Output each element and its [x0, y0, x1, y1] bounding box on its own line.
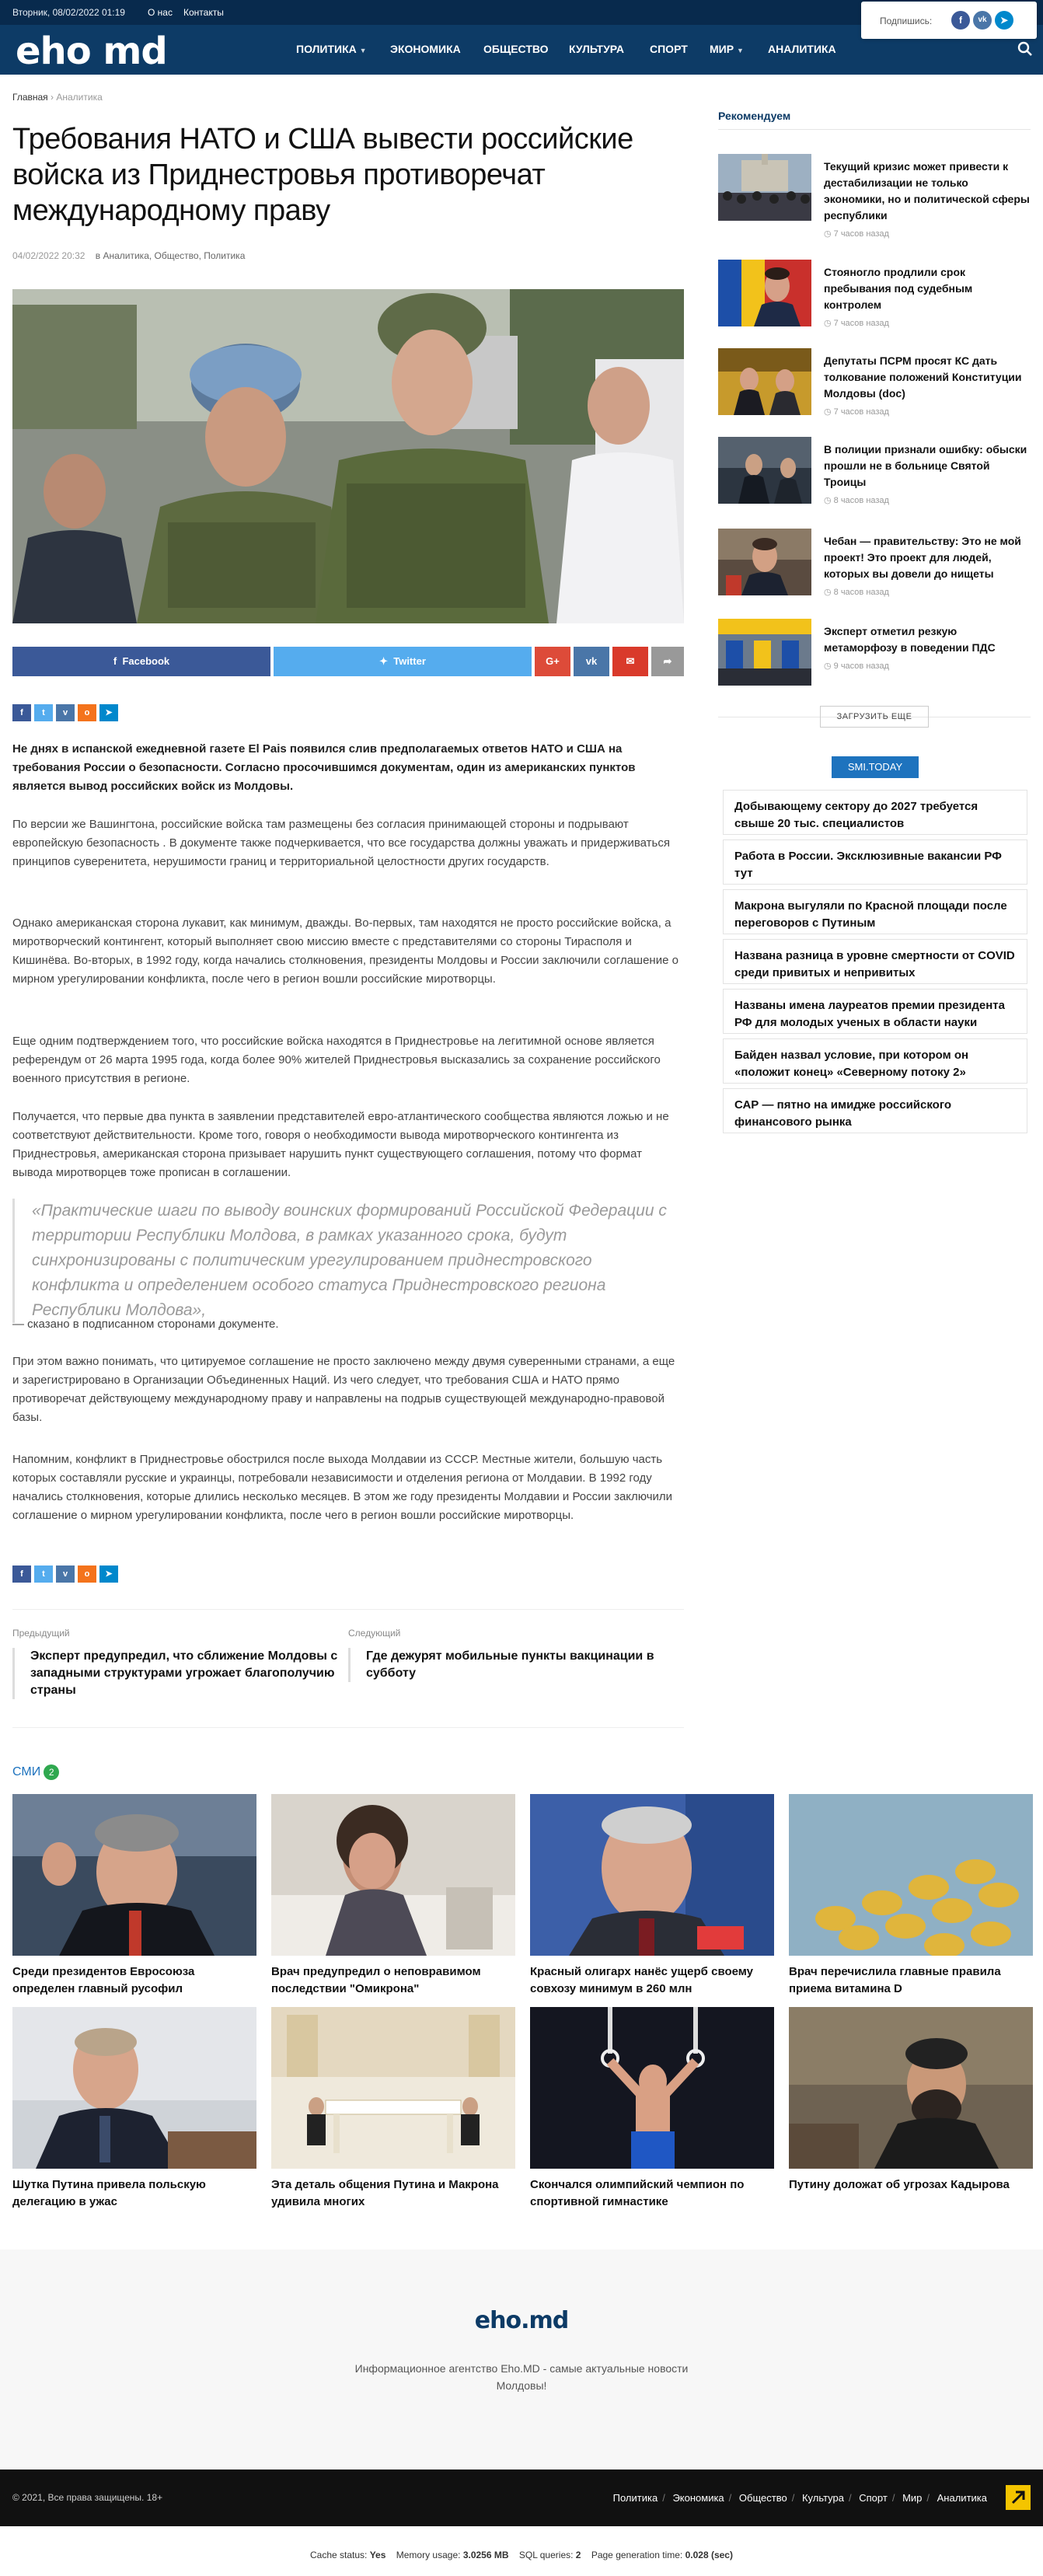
- sidebar-thumb: [718, 348, 811, 415]
- smi-list-item[interactable]: Названы имена лауреатов премии президента РФ для молодых ученых в области науки: [723, 989, 1027, 1034]
- share-vk-button[interactable]: vk: [574, 647, 609, 676]
- article-date: 04/02/2022 20:32: [12, 250, 85, 261]
- nav-society[interactable]: ОБЩЕСТВО: [483, 43, 549, 55]
- smi-card-image: [271, 1794, 515, 1956]
- article-quote: «Практические шаги по выводу воинских формирований Российской Федерации с территории Республики Молдова, в рамках указанного срока, будут синхронизированы с политическим урегулированием приднестровского конфликта и определением особого статуса Приднестровского региона Республики Молдова»,: [12, 1199, 684, 1323]
- subscribe-label: Подпишись:: [880, 16, 933, 26]
- sidebar-thumb: [718, 437, 811, 504]
- nav-economy[interactable]: ЭКОНОМИКА: [390, 43, 461, 55]
- share-twitter-button[interactable]: ✦ Twitter: [274, 647, 532, 676]
- chevron-down-icon: ▼: [736, 47, 744, 54]
- facebook-icon: f: [113, 655, 117, 667]
- article-hero-image: [12, 289, 684, 623]
- article-paragraph: Еще одним подтверждением того, что российские войска находятся в Приднестровье на легитимной основе является референдум от 26 марта 1995 года, когда более 90% жителей Приднестровья высказались за сохранение российского военного присутствия в регионе.: [12, 1035, 661, 1085]
- mini-facebook-icon[interactable]: f: [12, 1565, 31, 1583]
- sidebar-item-title: Стояногло продлили срок пребывания под судебным контролем: [824, 266, 973, 311]
- arrow-up-right-icon: [1006, 2485, 1031, 2510]
- footer-description: Информационное агентство Eho.MD - самые актуальные новости Молдовы!: [354, 2362, 689, 2392]
- footer-nav-economy[interactable]: Экономика: [672, 2492, 724, 2504]
- sidebar-item-title: Эксперт отметил резкую метаморфозу в поведении ПДС: [824, 625, 996, 654]
- sidebar-item-title: В полиции признали ошибку: обыски прошли не в больнице Святой Троицы: [824, 443, 1027, 488]
- scroll-top-button[interactable]: [1006, 2485, 1031, 2510]
- sidebar-thumb: [718, 619, 811, 686]
- sidebar-item-time: ◷ 7 часов назад: [824, 229, 889, 239]
- share-mail-button[interactable]: ✉: [612, 647, 648, 676]
- prev-post-link[interactable]: Эксперт предупредил, что сближение Молдовы с западными структурами угрожает благополучию страны: [12, 1648, 339, 1699]
- footer-nav-society[interactable]: Общество: [738, 2492, 787, 2504]
- smi-count-badge: 2: [44, 1764, 59, 1780]
- smi-today-tag[interactable]: SMI.TODAY: [832, 756, 919, 778]
- footer-nav: Политика / Экономика / Общество / Культура / Спорт / Мир / Аналитика: [612, 2492, 987, 2504]
- divider: [12, 1727, 684, 1728]
- smi-list-item[interactable]: Названа разница в уровне смертности от COVID среди привитых и непривитых: [723, 939, 1027, 984]
- sidebar-item-time: ◷ 8 часов назад: [824, 588, 889, 597]
- divider: [12, 1609, 684, 1610]
- share-more-button[interactable]: ➦: [651, 647, 684, 676]
- smi-card-image: [12, 1794, 256, 1956]
- nav-world[interactable]: МИР ▼: [710, 43, 744, 55]
- nav-culture[interactable]: КУЛЬТУРА: [569, 43, 625, 55]
- sidebar-item-time: ◷ 7 часов назад: [824, 319, 889, 328]
- about-link[interactable]: О нас: [148, 7, 173, 18]
- article-paragraph: Напомним, конфликт в Приднестровье обострился после выхода Молдавии из СССР. Местные жители, большую часть которых составляли русские и украинцы, потребовали независимости и отделения региона от Молдавии. В 1992 году начались столкновения, которые длились несколько месяцев. В этом же году президенты Молдавии и России заключили соглашение о мирном урегулировании конфликта, после чего в регион вошли российские миротворцы.: [12, 1453, 673, 1522]
- article-paragraph: Получается, что первые два пункта в заявлении представителей евро-атлантического сообщества являются ложью и не соответствуют действительности. Кроме того, говоря о необходимости вывода миротворческого контингента из Приднестровья, американская сторона призывает нарушить пункт существующего соглашения, потому что формат вывода миротворцев тоже прописан в соглашении.: [12, 1110, 669, 1179]
- smi-list-item[interactable]: Макрона выгуляли по Красной площади после переговоров с Путиным: [723, 889, 1027, 934]
- smi-list-item[interactable]: Байден назвал условие, при котором он «положит конец» «Северному потоку 2»: [723, 1038, 1027, 1084]
- chevron-down-icon: ▼: [359, 47, 367, 54]
- smi-card-title: Врач перечислила главные правила приема витамина D: [789, 1965, 1001, 1995]
- sidebar-item-time: ◷ 8 часов назад: [824, 496, 889, 505]
- smi-card-title: Путину доложат об угрозах Кадырова: [789, 2178, 1010, 2191]
- smi-card-title: Скончался олимпийский чемпион по спортивной гимнастике: [530, 2178, 745, 2208]
- cache-status-line: Cache status: Yes Memory usage: 3.0256 MB SQL queries: 2 Page generation time: 0.028 (sec): [310, 2550, 733, 2560]
- footer-nav-politics[interactable]: Политика: [612, 2492, 658, 2504]
- divider: [718, 129, 1031, 130]
- copyright: © 2021, Все права защищены. 18+: [12, 2492, 163, 2503]
- smi-card[interactable]: [530, 2007, 774, 2211]
- smi-card[interactable]: [271, 2007, 515, 2211]
- next-post-label: Следующий: [348, 1628, 401, 1639]
- sidebar-title: Рекомендуем: [718, 110, 791, 122]
- sidebar-item-time: ◷ 9 часов назад: [824, 661, 889, 671]
- smi-card-image: [789, 1794, 1033, 1956]
- footer-nav-culture[interactable]: Культура: [801, 2492, 844, 2504]
- twitter-icon: ✦: [379, 655, 388, 667]
- smi-section-title: СМИ 2: [12, 1764, 59, 1780]
- subscribe-panel: [861, 2, 1037, 39]
- smi-list-item[interactable]: Работа в России. Эксклюзивные вакансии РФ тут: [723, 839, 1027, 885]
- smi-card-title: Красный олигарх нанёс ущерб своему совхозу минимум в 260 млн: [530, 1965, 754, 1995]
- mini-telegram-icon[interactable]: ➤: [99, 704, 118, 721]
- smi-card-title: Врач предупредил о неповравимом последствии "Омикрона": [271, 1965, 481, 1995]
- smi-card-image: [271, 2007, 515, 2169]
- sidebar-item-title: Текущий кризис может привести к дестабилизации не только экономики, но и политической сферы республики: [824, 160, 1030, 222]
- article-paragraph: При этом важно понимать, что цитируемое соглашение не просто заключено между двумя суверенными странами, а еще и зарегистрировано в Организации Объединенных Наций. Из чего следует, что требования США и НАТО прямо противоречат действующему международному праву и направлены на подрыв существующей международно-правовой базы.: [12, 1355, 675, 1424]
- mini-facebook-icon[interactable]: f: [12, 704, 31, 721]
- sidebar-thumb: [718, 529, 811, 595]
- smi-card-image: [12, 2007, 256, 2169]
- smi-card-title: Шутка Путина привела польскую делегацию в ужас: [12, 2178, 206, 2208]
- bottom-bar: [0, 2470, 1043, 2526]
- breadcrumb-separator: ›: [51, 92, 57, 103]
- share-gplus-button[interactable]: G+: [535, 647, 570, 676]
- article-meta: [12, 250, 245, 261]
- article-paragraph: По версии же Вашингтона, российские войска там размещены без согласия принимающей стороны и подрывают европейскую безопасность . В документе также подчеркивается, что все государства должны уважать и придерживаться принципов суверенитета, нерушимости границ и территориальной целостности других государств.: [12, 818, 670, 868]
- sidebar-thumb: [718, 154, 811, 221]
- nav-politics[interactable]: ПОЛИТИКА ▼: [296, 43, 367, 55]
- footer-nav-analytics[interactable]: Аналитика: [937, 2492, 987, 2504]
- article-title: Требования НАТО и США вывести российские войска из Приднестровья противоречат международному праву: [12, 123, 633, 227]
- sidebar-item-time: ◷ 7 часов назад: [824, 407, 889, 417]
- breadcrumb: [12, 92, 103, 103]
- current-date: Вторник, 08/02/2022 01:19: [12, 7, 125, 18]
- site-logo[interactable]: eho md: [16, 30, 167, 73]
- article-lead: Не днях в испанской ежедневной газете El Pais появился слив предполагаемых ответов НАТО и США на требования России о безопасности. Согласно просочившимся документам, один из американских пунктов является вывод российских войск из Молдовы.: [12, 742, 636, 793]
- telegram-icon[interactable]: ➤: [995, 11, 1013, 30]
- next-post-link[interactable]: Где дежурят мобильные пункты вакцинации в субботу: [348, 1648, 675, 1682]
- share-facebook-button[interactable]: f Facebook: [12, 647, 270, 676]
- smi-card[interactable]: [789, 2007, 1033, 2194]
- smi-card-image: [530, 2007, 774, 2169]
- facebook-icon[interactable]: f: [951, 11, 970, 30]
- vk-icon[interactable]: vk: [973, 11, 992, 30]
- mini-telegram-icon[interactable]: ➤: [99, 1565, 118, 1583]
- breadcrumb-current[interactable]: Аналитика: [56, 92, 103, 103]
- nav-analytics[interactable]: АНАЛИТИКА: [768, 43, 836, 55]
- nav-sport[interactable]: СПОРТ: [650, 43, 688, 55]
- prev-post-label: Предыдущий: [12, 1628, 70, 1639]
- smi-card[interactable]: [12, 2007, 256, 2211]
- footer-nav-sport[interactable]: Спорт: [859, 2492, 888, 2504]
- smi-card-title: Эта деталь общения Путина и Макрона удивила многих: [271, 2178, 499, 2208]
- footer-logo[interactable]: eho.md: [474, 2307, 569, 2334]
- smi-card-image: [789, 2007, 1033, 2169]
- breadcrumb-home[interactable]: Главная: [12, 92, 48, 103]
- article-paragraph: Однако американская сторона лукавит, как минимум, дважды. Во-первых, там находятся не просто российские войска, а миротворческий контингент, который выполняет свою миссию вместе с представителями со стороны Тирасполя и Кишинёва. Во-вторых, в 1992 году, когда начались столкновения, президенты Молдовы и России заключили соглашение о мирном урегулировании конфликта, после чего в регион вошли российские миротворцы.: [12, 916, 678, 986]
- load-more-button[interactable]: ЗАГРУЗИТЬ ЕЩЕ: [820, 706, 929, 728]
- article-paragraph: — сказано в подписанном сторонами документе.: [12, 1318, 279, 1331]
- mini-vk-icon[interactable]: v: [56, 1565, 75, 1583]
- smi-card-image: [530, 1794, 774, 1956]
- mini-vk-icon[interactable]: v: [56, 704, 75, 721]
- smi-list-item[interactable]: САР — пятно на имидже российского финансового рынка: [723, 1088, 1027, 1133]
- sidebar-item-title: Чебан — правительству: Это не мой проект! Это проект для людей, которых вы довели до нищеты: [824, 535, 1021, 580]
- smi-card[interactable]: [271, 1794, 515, 1998]
- mini-ok-icon[interactable]: o: [78, 1565, 96, 1583]
- contacts-link[interactable]: Контакты: [183, 7, 224, 18]
- mini-twitter-icon[interactable]: t: [34, 704, 53, 721]
- article-categories[interactable]: в Аналитика, Общество, Политика: [95, 250, 246, 261]
- smi-card[interactable]: [530, 1794, 774, 1998]
- smi-card[interactable]: [12, 1794, 256, 1998]
- mini-twitter-icon[interactable]: t: [34, 1565, 53, 1583]
- smi-list-item[interactable]: Добывающему сектору до 2027 требуется свыше 20 тыс. специалистов: [723, 790, 1027, 835]
- search-icon[interactable]: [1017, 40, 1034, 58]
- footer-nav-world[interactable]: Мир: [902, 2492, 923, 2504]
- sidebar-thumb: [718, 260, 811, 326]
- smi-card[interactable]: [789, 1794, 1033, 1998]
- sidebar-item-title: Депутаты ПСРМ просят КС дать толкование положений Конституции Молдовы (doc): [824, 354, 1022, 400]
- mini-ok-icon[interactable]: o: [78, 704, 96, 721]
- smi-card-title: Среди президентов Евросоюза определен главный русофил: [12, 1965, 195, 1995]
